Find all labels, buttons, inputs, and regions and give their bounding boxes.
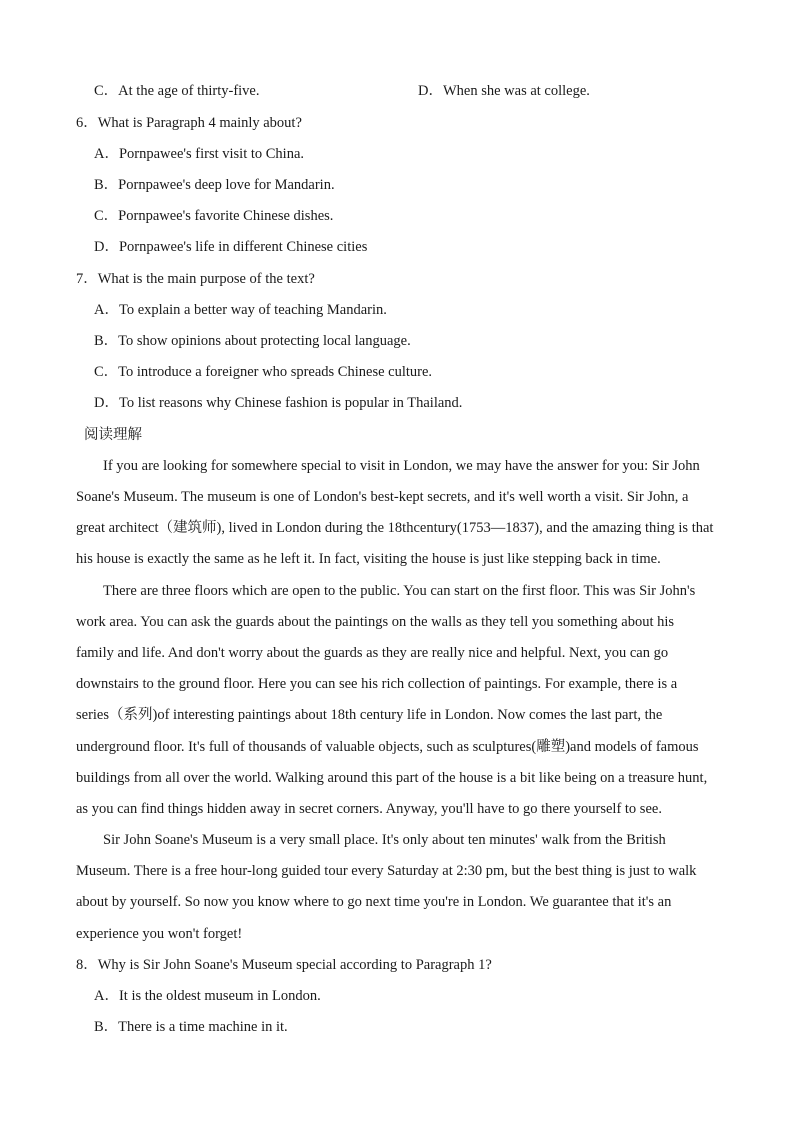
passage-p3-line: about by yourself. So now you know where to go next time you're in London. We guarantee that it's an (76, 894, 672, 910)
passage-p2-line: family and life. And don't worry about the guards as they are really nice and helpful. Next, you can go (76, 645, 669, 661)
q8-question: 8．Why is Sir John Soane's Museum special according to Paragraph 1? (76, 957, 492, 973)
q6-option-a: A．Pornpawee's first visit to China. (94, 146, 305, 162)
q5-option-d: D．When she was at college. (418, 83, 590, 99)
q6-question: 6．What is Paragraph 4 mainly about? (76, 115, 302, 131)
passage-p2-line: series（系列)of interesting paintings about 18th century life in London. Now comes the last part, the (76, 707, 663, 723)
passage-p1-line: his house is exactly the same as he left it. In fact, visiting the house is just like stepping back in time. (76, 551, 661, 567)
passage-p2-line: as you can find things hidden away in secret corners. Anyway, you'll have to go there yourself to see. (76, 801, 662, 817)
passage-p2-line: buildings from all over the world. Walking around this part of the house is a bit like being on a treasure hunt, (76, 770, 708, 786)
section-title: 阅读理解 (84, 427, 142, 443)
q7-option-b: B．To show opinions about protecting local language. (94, 333, 411, 349)
passage-p1-line: If you are looking for somewhere special to visit in London, we may have the answer for you: Sir John (103, 458, 700, 474)
passage-p3-line: Sir John Soane's Museum is a very small place. It's only about ten minutes' walk from the British (103, 832, 666, 848)
passage-p2-line: work area. You can ask the guards about the paintings on the walls as they tell you something about his (76, 614, 675, 630)
q7-option-c: C．To introduce a foreigner who spreads Chinese culture. (94, 364, 433, 380)
passage-p1-line: Soane's Museum. The museum is one of London's best-kept secrets, and it's well worth a visit. Sir John, a (76, 489, 689, 505)
passage-p3-line: experience you won't forget! (76, 926, 243, 942)
q6-option-d: D．Pornpawee's life in different Chinese cities (94, 239, 368, 255)
q8-option-b: B．There is a time machine in it. (94, 1019, 288, 1035)
q8-option-a: A．It is the oldest museum in London. (94, 988, 321, 1004)
q5-option-c: C．At the age of thirty-five. (94, 83, 260, 99)
passage-p2-line: downstairs to the ground floor. Here you can see his rich collection of paintings. For example, there is a (76, 676, 678, 692)
q7-question: 7．What is the main purpose of the text? (76, 271, 315, 287)
q6-option-b: B．Pornpawee's deep love for Mandarin. (94, 177, 335, 193)
passage-p3-line: Museum. There is a free hour-long guided tour every Saturday at 2:30 pm, but the best thing is just to walk (76, 863, 697, 879)
passage-p2-line: underground floor. It's full of thousands of valuable objects, such as sculptures(雕塑)and models of famous (76, 739, 699, 755)
q6-option-c: C．Pornpawee's favorite Chinese dishes. (94, 208, 334, 224)
q7-option-a: A．To explain a better way of teaching Mandarin. (94, 302, 387, 318)
passage-p1-line: great architect（建筑师), lived in London during the 18thcentury(1753—1837), and the amazing thing is that (76, 520, 714, 536)
passage-p2-line: There are three floors which are open to the public. You can start on the first floor. This was Sir John's (103, 583, 696, 599)
q7-option-d: D．To list reasons why Chinese fashion is popular in Thailand. (94, 395, 463, 411)
